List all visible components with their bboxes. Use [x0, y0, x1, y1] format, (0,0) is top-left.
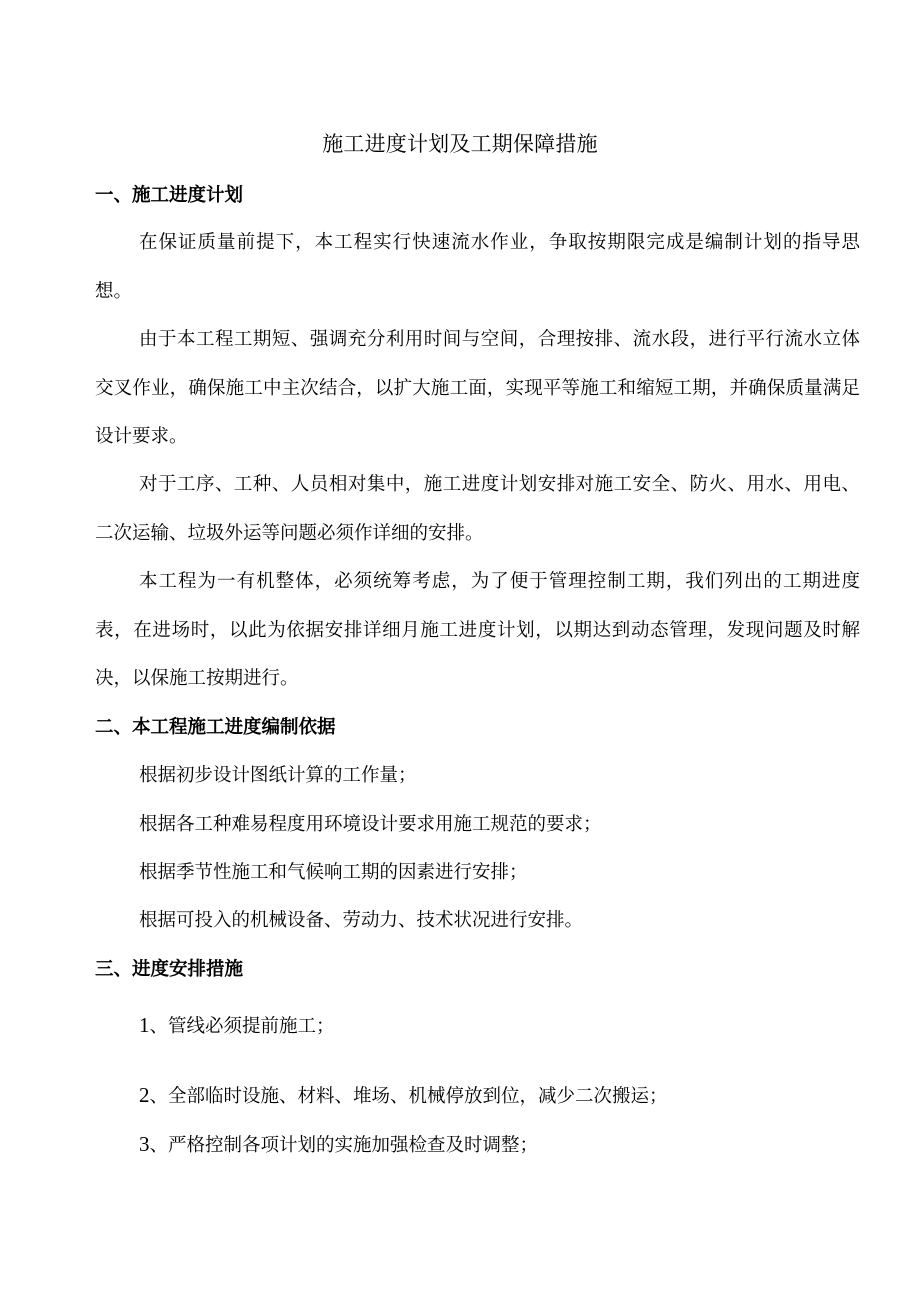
measure-item-text: 、管线必须提前施工；: [149, 1016, 335, 1037]
measure-item-2: [139, 1081, 668, 1111]
basis-item-3: 根据季节性施工和气候响工期的因素进行安排；: [139, 862, 528, 883]
measure-item-number: 2: [139, 1083, 150, 1107]
section-1-paragraph-4: 本工程为一有机整体，必须统筹考虑，为了便于管理控制工期，我们列出的工期进度表，在进场时，以此为依据安排详细月施工进度计划，以期达到动态管理，发现问题及时解决，以保施工按期进行。: [95, 571, 860, 689]
measure-item-1: [139, 1011, 335, 1041]
document-title: 施工进度计划及工期保障措施: [322, 132, 598, 156]
measure-item-3: [139, 1130, 538, 1160]
measure-item-number: 3: [139, 1132, 150, 1156]
section-1-paragraph-1: 在保证质量前提下，本工程实行快速流水作业，争取按期限完成是编制计划的指导思想。: [95, 232, 860, 302]
basis-item-1: 根据初步设计图纸计算的工作量；: [139, 765, 417, 786]
section-1-paragraph-3: 对于工序、工种、人员相对集中，施工进度计划安排对施工安全、防火、用水、用电、二次运输、垃圾外运等问题必须作详细的安排。: [95, 474, 860, 544]
basis-item-4: 根据可投入的机械设备、劳动力、技术状况进行安排。: [139, 910, 584, 931]
section-2-heading: 二、本工程施工进度编制依据: [95, 717, 336, 738]
section-1-paragraph-2: 由于本工程工期短、强调充分利用时间与空间，合理按排、流水段，进行平行流水立体交叉作业，确保施工中主次结合，以扩大施工面，实现平等施工和缩短工期，并确保质量满足设计要求。: [95, 329, 860, 447]
measure-item-number: 1: [139, 1013, 150, 1037]
measure-item-text: 、全部临时设施、材料、堆场、机械停放到位，减少二次搬运；: [149, 1086, 668, 1107]
measure-item-text: 、严格控制各项计划的实施加强检查及时调整；: [149, 1135, 539, 1156]
section-1-heading: 一、施工进度计划: [95, 185, 244, 206]
basis-item-2: 根据各工种难易程度用环境设计要求用施工规范的要求；: [139, 814, 602, 835]
section-3-heading: 三、进度安排措施: [95, 959, 244, 980]
